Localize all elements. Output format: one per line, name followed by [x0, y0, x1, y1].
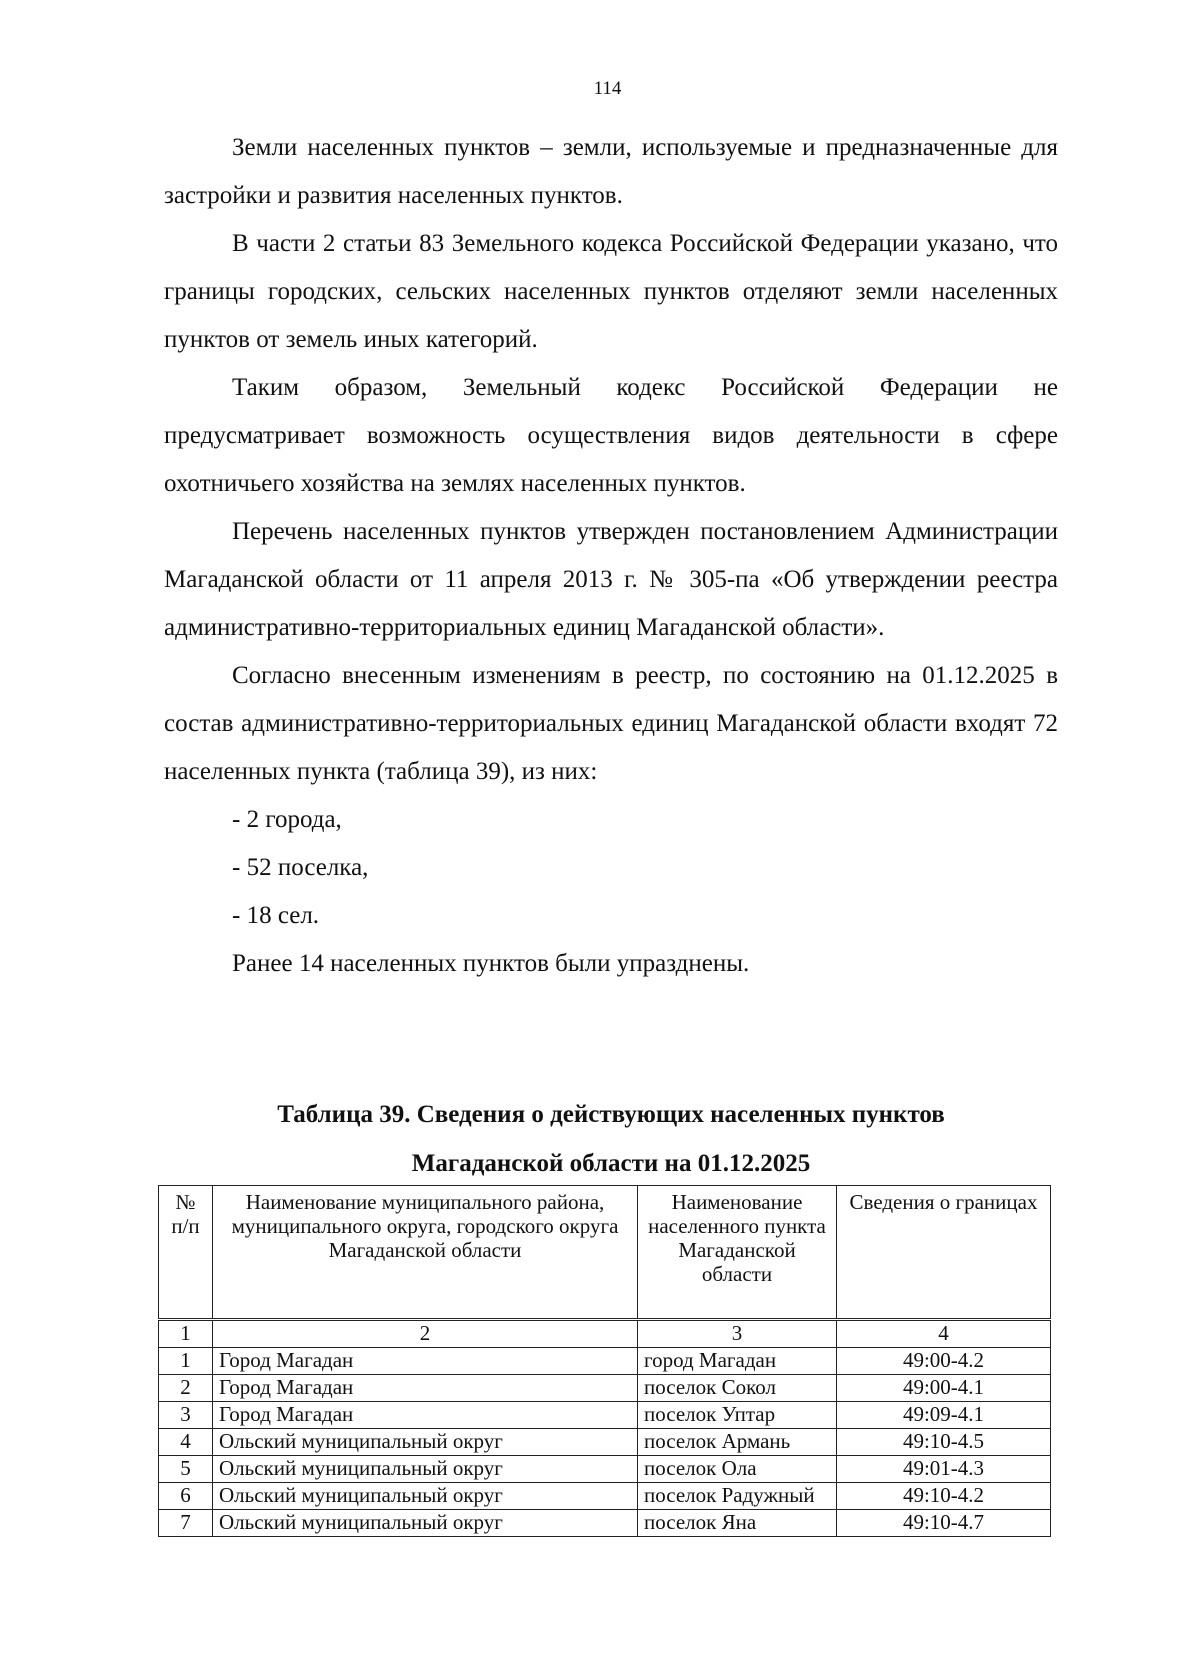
header-district: Наименование муниципального района, муниципального округа, городского округа Магаданской области: [213, 1186, 638, 1320]
cell-boundaries: 49:00-4.2: [837, 1348, 1051, 1375]
column-number: 2: [213, 1320, 638, 1348]
list-item: - 52 поселка,: [232, 854, 369, 881]
column-number-row: [159, 1320, 1051, 1348]
cell-district: Город Магадан: [213, 1375, 638, 1402]
cell-number: 3: [159, 1402, 213, 1429]
cell-district: Ольский муниципальный округ: [213, 1429, 638, 1456]
paragraph: Таким образом, Земельный кодекс Российской Федерации не предусматривает возможность осуществления видов деятельности в сфере охотничьего хозяйства на землях населенных пунктов.: [164, 374, 1058, 497]
settlements-table: [158, 1185, 1051, 1537]
cell-boundaries: 49:09-4.1: [837, 1402, 1051, 1429]
cell-settlement: поселок Радужный: [638, 1483, 837, 1510]
cell-boundaries: 49:10-4.2: [837, 1483, 1051, 1510]
list-item: - 18 сел.: [232, 902, 320, 929]
cell-settlement: поселок Яна: [638, 1510, 837, 1537]
cell-number: 1: [159, 1348, 213, 1375]
cell-district: Город Магадан: [213, 1348, 638, 1375]
paragraph: Ранее 14 населенных пунктов были упразднены.: [232, 950, 750, 977]
paragraph: Земли населенных пунктов – земли, используемые и предназначенные для застройки и развития населенных пунктов.: [164, 134, 1058, 209]
header-settlement: Наименование населенного пункта Магаданской области: [638, 1186, 837, 1320]
table-title-line: Таблица 39. Сведения о действующих населенных пунктов: [277, 1101, 945, 1128]
page-number: 114: [593, 78, 622, 99]
column-number: 1: [159, 1320, 213, 1348]
table-row: [159, 1510, 1051, 1537]
table-title-line: Магаданской области на 01.12.2025: [411, 1150, 811, 1177]
table-row: [159, 1348, 1051, 1375]
table-row: [159, 1483, 1051, 1510]
cell-district: Город Магадан: [213, 1402, 638, 1429]
cell-boundaries: 49:01-4.3: [837, 1456, 1051, 1483]
table-header-row: [159, 1186, 1051, 1320]
cell-boundaries: 49:00-4.1: [837, 1375, 1051, 1402]
paragraph: В части 2 статьи 83 Земельного кодекса Российской Федерации указано, что границы городских, сельских населенных пунктов отделяют земли населенных пунктов от земель иных категорий.: [164, 230, 1058, 353]
cell-settlement: поселок Уптар: [638, 1402, 837, 1429]
paragraph: Перечень населенных пунктов утвержден постановлением Администрации Магаданской области от 11 апреля 2013 г. № 305-па «Об утверждении реестра административно-территориальных единиц Магаданской области».: [164, 518, 1058, 641]
cell-number: 2: [159, 1375, 213, 1402]
paragraph: Согласно внесенным изменениям в реестр, по состоянию на 01.12.2025 в состав административно-территориальных единиц Магаданской области входят 72 населенных пункта (таблица 39), из них:: [164, 662, 1058, 785]
cell-boundaries: 49:10-4.5: [837, 1429, 1051, 1456]
body-text: [164, 124, 1058, 988]
header-boundaries: Сведения о границах: [837, 1186, 1051, 1320]
header-number: № п/п: [159, 1186, 213, 1320]
column-number: 3: [638, 1320, 837, 1348]
cell-settlement: поселок Сокол: [638, 1375, 837, 1402]
cell-number: 4: [159, 1429, 213, 1456]
cell-number: 7: [159, 1510, 213, 1537]
cell-district: Ольский муниципальный округ: [213, 1456, 638, 1483]
cell-district: Ольский муниципальный округ: [213, 1510, 638, 1537]
list-item: - 2 города,: [232, 806, 342, 833]
table-row: [159, 1429, 1051, 1456]
cell-settlement: город Магадан: [638, 1348, 837, 1375]
table-row: [159, 1402, 1051, 1429]
cell-district: Ольский муниципальный округ: [213, 1483, 638, 1510]
column-number: 4: [837, 1320, 1051, 1348]
cell-settlement: поселок Ола: [638, 1456, 837, 1483]
cell-number: 5: [159, 1456, 213, 1483]
cell-boundaries: 49:10-4.7: [837, 1510, 1051, 1537]
table-row: [159, 1375, 1051, 1402]
table-title: [164, 1090, 1058, 1188]
table-row: [159, 1456, 1051, 1483]
cell-number: 6: [159, 1483, 213, 1510]
cell-settlement: поселок Армань: [638, 1429, 837, 1456]
